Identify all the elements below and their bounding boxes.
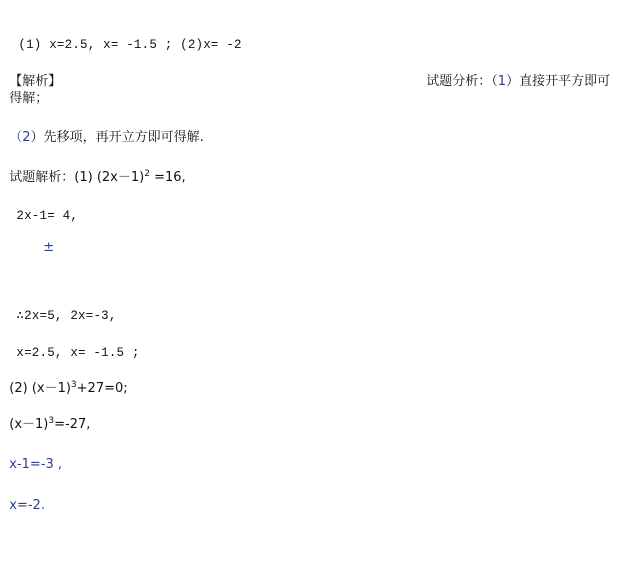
solution-line-6-exponent: 3	[70, 380, 77, 390]
answer-text: (1) x=2.5, x= -1.5 ; (2)x= -2	[18, 38, 242, 52]
analysis-intro-part2: ）直接开平方即可	[506, 74, 611, 89]
solution-line-9	[1, 482, 45, 514]
solution-line-1	[1, 154, 186, 186]
solution-line-7	[1, 401, 90, 433]
solution-line-8-text: x-1=-3 ,	[9, 457, 63, 472]
step2-text: ）先移项，再开立方即可得解.	[30, 130, 204, 145]
solution-line-7-exponent: 3	[48, 416, 55, 426]
solution-line-1-pre: 试题解析：(1) (2x－1)	[9, 170, 145, 185]
solution-line-6-post: +27=0;	[76, 381, 128, 396]
analysis-intro-cont-text: 得解；	[9, 91, 49, 106]
solution-line-6-pre: (2) (x－1)	[9, 381, 71, 396]
solution-line-7-post: =-27,	[54, 417, 91, 432]
solution-line-1-exponent: 2	[144, 169, 150, 179]
analysis-header-text: 【解析】	[9, 74, 62, 89]
solution-line-7-pre: (x－1)	[9, 417, 49, 432]
analysis-step2	[1, 114, 204, 146]
solution-line-6	[1, 365, 128, 397]
solution-line-4-text: ∴2x=5, 2x=-3,	[16, 309, 117, 323]
step2-num: 2	[22, 130, 31, 145]
plus-minus-sign: ±	[43, 240, 55, 255]
answer-line	[3, 21, 242, 53]
solution-line-5-text: x=2.5, x= -1.5 ;	[16, 346, 140, 360]
analysis-intro-continuation	[1, 75, 48, 107]
analysis-intro-part1: 试题分析：（	[426, 74, 498, 89]
solution-line-2-text: 2x-1= 4,	[16, 209, 79, 223]
analysis-intro-num: 1	[497, 74, 507, 89]
solution-line-1-post: =16,	[149, 170, 186, 185]
solution-line-5	[1, 329, 140, 361]
solution-line-4	[1, 292, 117, 324]
step2-open: （	[9, 130, 23, 145]
analysis-intro	[418, 58, 610, 90]
solution-line-9-text: x=-2.	[9, 498, 45, 513]
solution-line-8	[1, 441, 62, 473]
solution-line-2	[1, 192, 78, 224]
solution-line-3	[35, 224, 54, 256]
